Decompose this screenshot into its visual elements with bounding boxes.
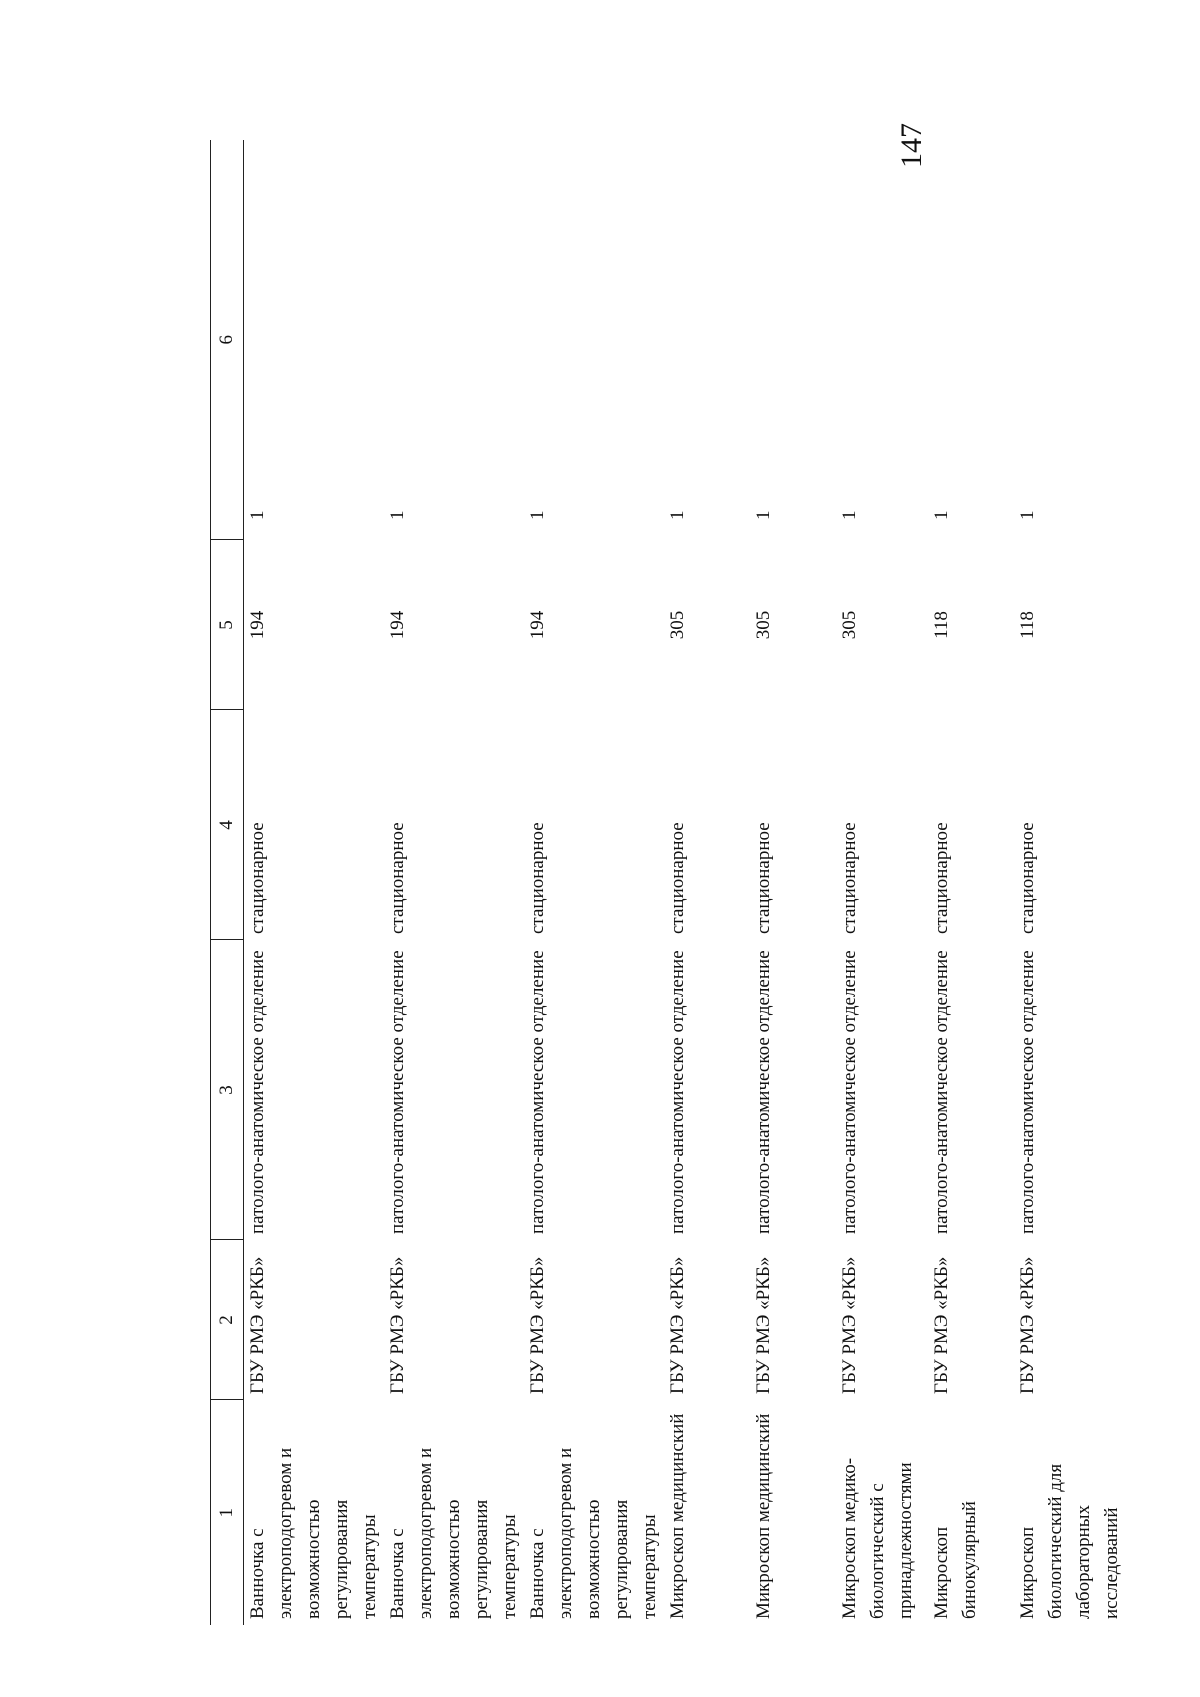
department: патолого-анатомическое отделение bbox=[839, 950, 860, 1234]
code: 118 bbox=[1017, 611, 1038, 639]
table-header bbox=[211, 140, 244, 1625]
department: патолого-анатомическое отделение bbox=[931, 950, 952, 1234]
department: патолого-анатомическое отделение bbox=[667, 950, 688, 1234]
code: 194 bbox=[527, 610, 548, 640]
quantity: 1 bbox=[839, 510, 860, 520]
table-row bbox=[244, 140, 385, 1625]
quantity: 1 bbox=[667, 510, 688, 520]
equipment-type: стационарное bbox=[527, 822, 548, 934]
department: патолого-анатомическое отделение bbox=[753, 950, 774, 1234]
table-row bbox=[1014, 140, 1126, 1625]
equipment-name: Микроскоп медицинский bbox=[667, 1413, 688, 1619]
table-row bbox=[664, 140, 750, 1625]
code: 305 bbox=[839, 610, 860, 640]
equipment-type: стационарное bbox=[839, 822, 860, 934]
table-body bbox=[244, 140, 1127, 1625]
page-number: 147 bbox=[895, 123, 928, 168]
institution: ГБУ РМЭ «РКБ» bbox=[1017, 1256, 1038, 1394]
header-col-6: 6 bbox=[211, 140, 244, 540]
institution: ГБУ РМЭ «РКБ» bbox=[753, 1256, 774, 1394]
institution: ГБУ РМЭ «РКБ» bbox=[387, 1256, 408, 1394]
institution: ГБУ РМЭ «РКБ» bbox=[839, 1256, 860, 1394]
equipment-table bbox=[210, 140, 1126, 1625]
institution: ГБУ РМЭ «РКБ» bbox=[247, 1256, 268, 1394]
equipment-type: стационарное bbox=[387, 822, 408, 934]
code: 305 bbox=[667, 610, 688, 640]
equipment-name: Ванночка с электроподогревом и возможностью регулирования температуры bbox=[387, 1447, 520, 1619]
header-col-5: 5 bbox=[211, 540, 244, 710]
equipment-name: Микроскоп биологический для лабораторных исследований bbox=[1017, 1463, 1122, 1619]
institution: ГБУ РМЭ «РКБ» bbox=[527, 1256, 548, 1394]
table-row bbox=[928, 140, 1014, 1625]
equipment-name: Ванночка с электроподогревом и возможностью регулирования температуры bbox=[527, 1447, 660, 1619]
quantity: 1 bbox=[387, 510, 408, 520]
header-col-3: 3 bbox=[211, 940, 244, 1240]
institution: ГБУ РМЭ «РКБ» bbox=[931, 1256, 952, 1394]
department: патолого-анатомическое отделение bbox=[527, 950, 548, 1234]
equipment-name: Ванночка с электроподогревом и возможностью регулирования температуры bbox=[247, 1447, 380, 1619]
quantity: 1 bbox=[1017, 510, 1038, 520]
table-row bbox=[750, 140, 836, 1625]
code: 194 bbox=[387, 610, 408, 640]
header-col-2: 2 bbox=[211, 1240, 244, 1400]
code: 118 bbox=[931, 611, 952, 639]
quantity: 1 bbox=[753, 510, 774, 520]
quantity: 1 bbox=[931, 510, 952, 520]
quantity: 1 bbox=[247, 510, 268, 520]
department: патолого-анатомическое отделение bbox=[1017, 950, 1038, 1234]
equipment-type: стационарное bbox=[247, 822, 268, 934]
equipment-name: Микроскоп медико-биологический с принадлежностями bbox=[839, 1457, 916, 1619]
equipment-type: стационарное bbox=[931, 822, 952, 934]
equipment-type: стационарное bbox=[667, 822, 688, 934]
header-row bbox=[211, 140, 244, 1625]
table-row bbox=[384, 140, 524, 1625]
table-row bbox=[524, 140, 664, 1625]
department: патолого-анатомическое отделение bbox=[387, 950, 408, 1234]
code: 305 bbox=[753, 610, 774, 640]
header-col-1: 1 bbox=[211, 1400, 244, 1625]
department: патолого-анатомическое отделение bbox=[247, 950, 268, 1234]
equipment-name: Микроскоп медицинский bbox=[753, 1413, 774, 1619]
equipment-type: стационарное bbox=[753, 822, 774, 934]
equipment-name: Микроскоп бинокулярный bbox=[931, 1501, 980, 1619]
table-row bbox=[836, 140, 928, 1625]
header-col-4: 4 bbox=[211, 710, 244, 940]
code: 194 bbox=[247, 610, 268, 640]
institution: ГБУ РМЭ «РКБ» bbox=[667, 1256, 688, 1394]
equipment-type: стационарное bbox=[1017, 822, 1038, 934]
rotated-page-content bbox=[210, 140, 1122, 1625]
quantity: 1 bbox=[527, 510, 548, 520]
